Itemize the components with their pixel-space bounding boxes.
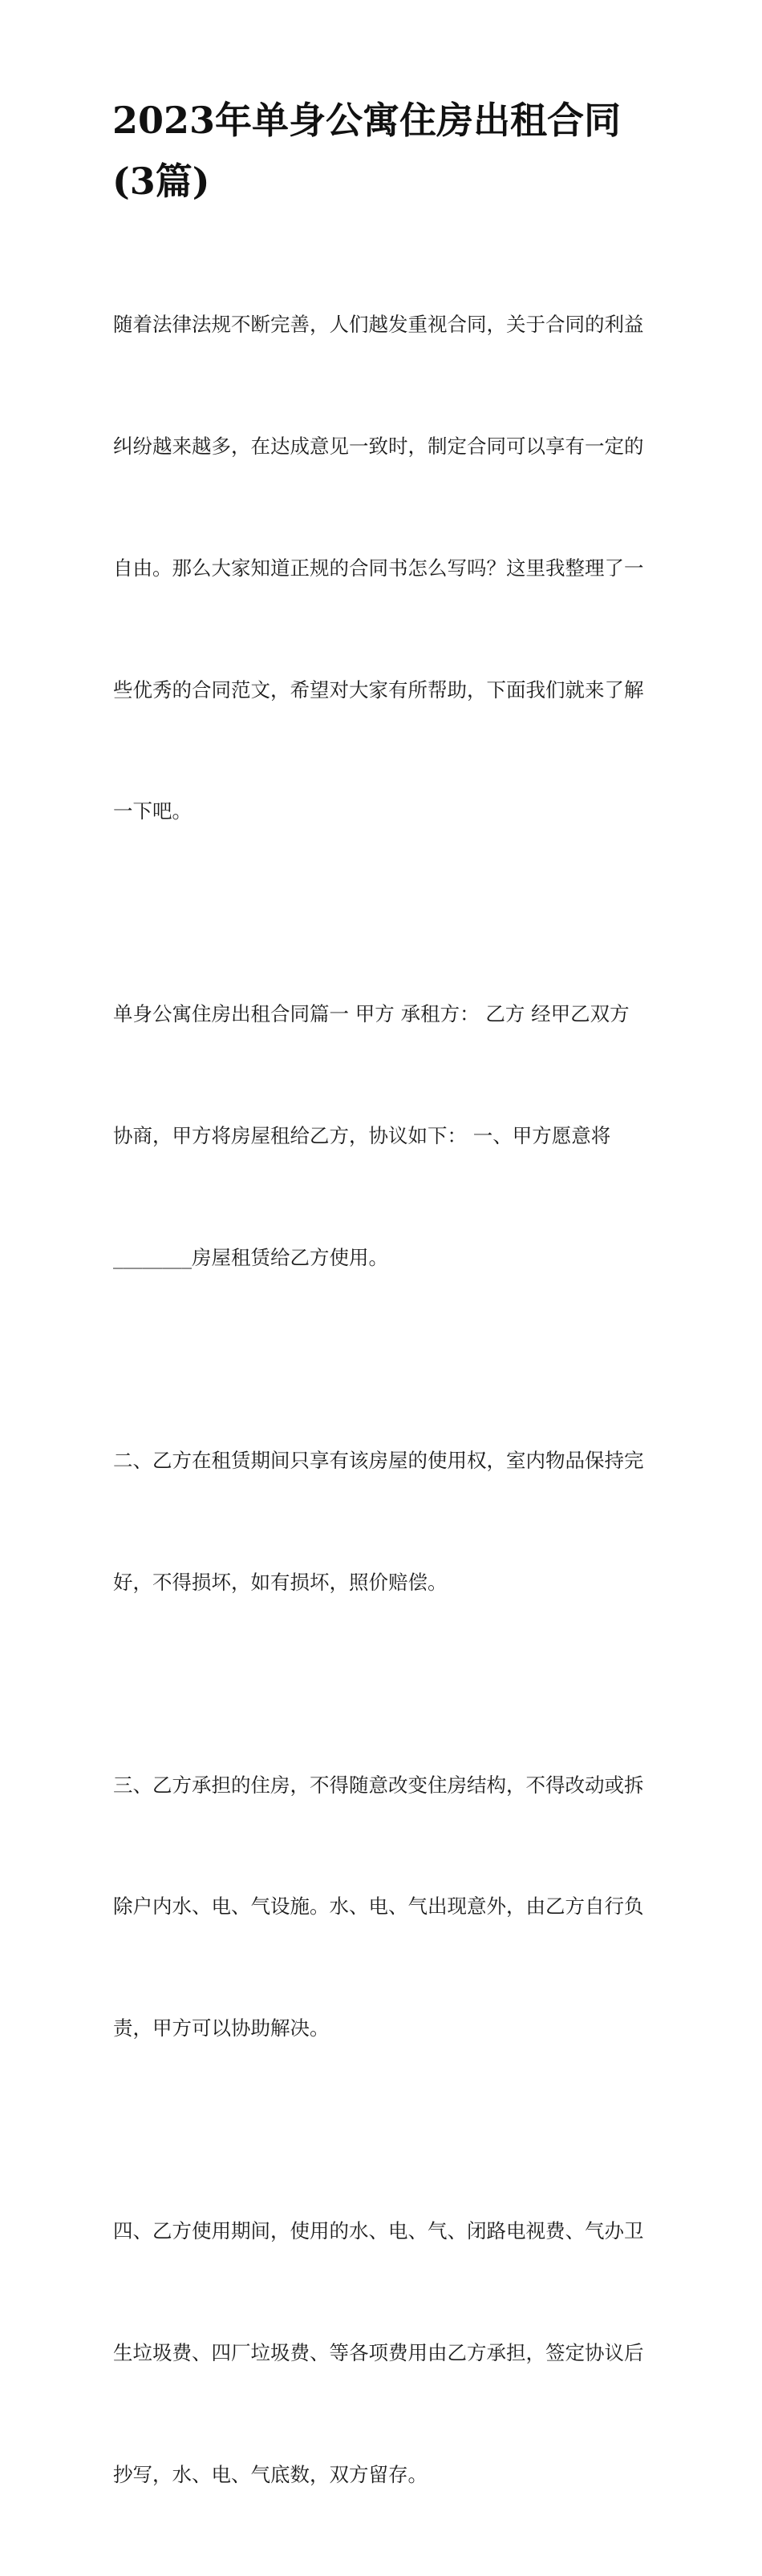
text-line: 单身公寓住房出租合同篇一 甲方 承租方： 乙方 经甲乙双方 xyxy=(113,1002,630,1026)
text-line: 除户内水、电、气设施。水、电、气出现意外，由乙方自行负 xyxy=(113,1895,644,1919)
text-line: 一下吧。 xyxy=(113,799,192,823)
clause-4-paragraph xyxy=(113,2130,659,2576)
text-line: 自由。那么大家知道正规的合同书怎么写吗？这里我整理了一 xyxy=(113,556,644,580)
text-line: 协商，甲方将房屋租给乙方，协议如下： 一、甲方愿意将 xyxy=(113,1124,611,1148)
title-line: (3篇) xyxy=(112,160,210,203)
text-line: 抄写，水、电、气底数，双方留存。 xyxy=(113,2462,428,2486)
text-line: 纠纷越来越多，在达成意见一致时，制定合同可以享有一定的 xyxy=(113,434,644,458)
document-title xyxy=(112,90,674,212)
clause-2-paragraph xyxy=(113,1360,659,1684)
text-line: 责，甲方可以协助解决。 xyxy=(113,2016,330,2040)
text-line: 二、乙方在租赁期间只享有该房屋的使用权，室内物品保持完 xyxy=(113,1448,644,1472)
text-line: 随着法律法规不断完善，人们越发重视合同，关于合同的利益 xyxy=(113,313,644,337)
text-line: 三、乙方承担的住房，不得随意改变住房结构，不得改动或拆 xyxy=(113,1773,644,1797)
contract-heading-paragraph xyxy=(113,913,659,1360)
text-line: 生垃圾费、四厂垃圾费、等各项费用由乙方承担，签定协议后 xyxy=(113,2340,644,2364)
clause-3-paragraph xyxy=(113,1684,659,2130)
text-line: 四、乙方使用期间，使用的水、电、气、闭路电视费、气办卫 xyxy=(113,2219,644,2243)
text-line: 些优秀的合同范文，希望对大家有所帮助，下面我们就来了解 xyxy=(113,677,644,702)
title-line: 2023年单身公寓住房出租合同 xyxy=(112,99,622,142)
text-line: 好，不得损坏，如有损坏，照价赔偿。 xyxy=(113,1570,448,1594)
intro-paragraph xyxy=(113,224,659,913)
text-line: ________房屋租赁给乙方使用。 xyxy=(113,1245,388,1269)
document-body xyxy=(113,224,659,2576)
